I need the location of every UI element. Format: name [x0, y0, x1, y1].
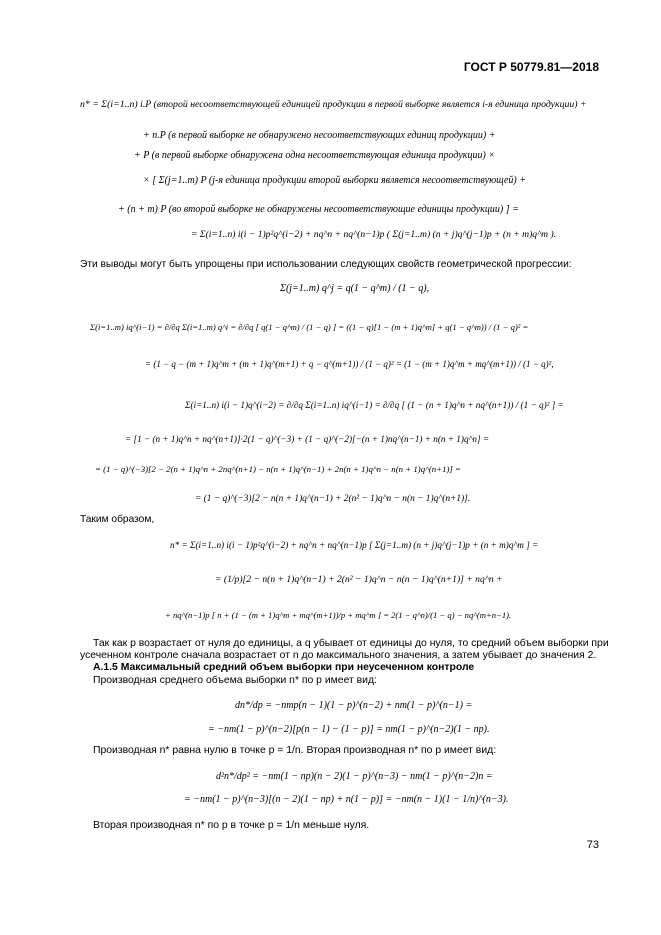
paragraph-line-2: усеченном контроле сначала возрастает от n до максимального значения, а затем убывает до значения 2.: [80, 650, 597, 661]
geometric-sum: Σ(j=1..m) q^j = q(1 − q^m) / (1 − q),: [280, 283, 430, 294]
second-derivative-sum: Σ(i=1..n) i(i − 1)q^(i−2) = ∂/∂q Σ(i=1..n) iq^(i−1) = ∂/∂q [ (1 − (n + 1)q^n + nq^(n+1)) / (1 − q)² ] =: [185, 400, 564, 410]
expansion-line-2: = (1 − q)^(−3)[2 − 2(n + 1)q^n + 2nq^(n+1) − n(n + 1)q^(n−1) + 2n(n + 1)q^n − n(n + 1)q^(n+1)] =: [95, 464, 461, 474]
conclusion-text: Вторая производная n* по p в точке p = 1/n меньше нуля.: [93, 820, 370, 831]
paragraph-line-1: Так как p возрастает от нуля до единицы, а q убывает от единицы до нуля, то средний объем выборки при: [93, 638, 609, 649]
formula-line-4: × [ Σ(j=1..m) P (j-я единица продукции второй выборки является несоответствующей) +: [143, 175, 526, 186]
formula-line-5: + (n + m) P (во второй выборке не обнаружены несоответствующие единицы продукции) ] =: [118, 204, 519, 215]
first-derivative-line-2: = −nm(1 − p)^(n−2)[p(n − 1) − (1 − p)] = nm(1 − p)^(n−2)(1 − np).: [208, 724, 490, 735]
expansion-line-3: = (1 − q)^(−3)[2 − n(n + 1)q^(n−1) + 2(n² − 1)q^n − n(n − 1)q^(n+1)].: [195, 494, 471, 504]
derivative-sum-2: = (1 − q − (m + 1)q^m + (m + 1)q^(m+1) + q − q^(m+1)) / (1 − q)² = (1 − (m + 1)q^m + mq^(m+1)) / (1 − q)²,: [145, 359, 554, 369]
result-line-1: n* = Σ(i=1..n) i(i − 1)p²q^(i−2) + nq^n + nq^(n−1)p [ Σ(j=1..m) (n + j)q^(j−1)p + (n + m)q^m ] =: [170, 540, 539, 550]
zero-derivative-text: Производная n* равна нулю в точке p = 1/n. Вторая производная n* по p имеет вид:: [93, 745, 497, 756]
formula-line-3: + P (в первой выборке обнаружена одна несоответствующая единица продукции) ×: [134, 150, 496, 161]
page-number: 73: [586, 839, 599, 851]
formula-line-6: = Σ(i=1..n) i(i − 1)p²q^(i−2) + nq^n + nq^(n−1)p ( Σ(j=1..m) (n + j)q^(j−1)p + (n + m)q^m ).: [191, 229, 557, 240]
standard-header: ГОСТ Р 50779.81—2018: [463, 60, 599, 74]
section-heading-a15: A.1.5 Максимальный средний объем выборки при неусеченном контроле: [93, 662, 475, 673]
expansion-line-1: = [1 − (n + 1)q^n + nq^(n+1)]·2(1 − q)^(−3) + (1 − q)^(−2)[−(n + 1)nq^(n−1) + n(n + 1)q^n] =: [125, 434, 490, 444]
formula-line-1: n* = Σ(i=1..n) i.P (второй несоответствующей единицей продукции в первой выборке является i-я единица продукции) +: [80, 99, 587, 110]
thus-label: Таким образом,: [80, 514, 155, 525]
second-derivative-line-1: d²n*/dp² = −nm(1 − np)(n − 2)(1 − p)^(n−3) − nm(1 − p)^(n−2)n =: [216, 771, 493, 782]
second-derivative-line-2: = −nm(1 − p)^(n−3)[(n − 2)(1 − np) + n(1 − p)] = −nm(n − 1)(1 − 1/n)^(n−3).: [184, 794, 509, 805]
result-line-3: + nq^(n−1)p [ n + (1 − (m + 1)q^m + mq^(m+1))/p + mq^m ] = 2(1 − q^n)/(1 − q) − nq^(m+n−1).: [165, 610, 512, 620]
derivative-intro: Производная среднего объема выборки n* по p имеет вид:: [93, 675, 377, 686]
derivative-sum-1: Σ(i=1..m) iq^(i−1) = ∂/∂q Σ(i=1..m) q^i = ∂/∂q [ q(1 − q^m) / (1 − q) ] = ((1 − q)[1 − (m + 1)q^m] + q(1 − q^m)) / (1 − q)² =: [90, 322, 529, 332]
formula-line-2: + n.P (в первой выборке не обнаружено несоответствующих единиц продукции) +: [143, 130, 496, 141]
first-derivative-line-1: dn*/dp = −nmp(n − 1)(1 − p)^(n−2) + nm(1 − p)^(n−1) =: [235, 700, 473, 711]
simplification-text: Эти выводы могут быть упрощены при использовании следующих свойств геометрической прогрессии:: [80, 259, 572, 270]
result-line-2: = (1/p)[2 − n(n + 1)q^(n−1) + 2(n² − 1)q^n − n(n − 1)q^(n+1)] + nq^n +: [215, 574, 503, 585]
